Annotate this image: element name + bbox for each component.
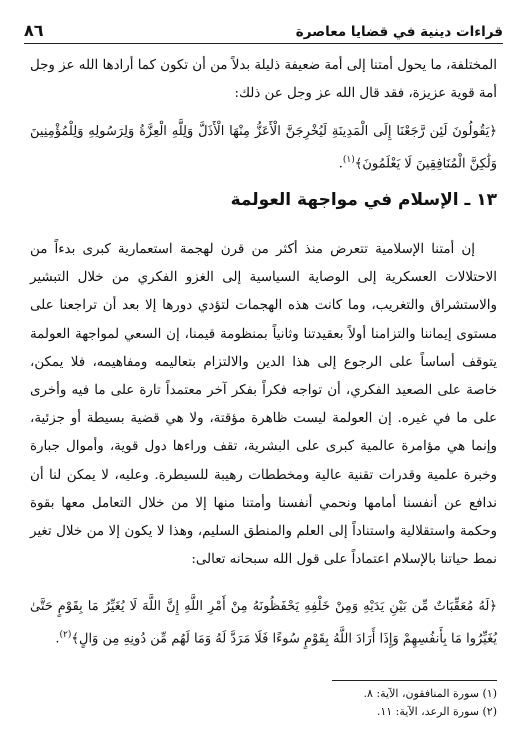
quran-verse-1: ﴿يَقُولُونَ لَئِن رَّجَعْنَا إِلَى الْمَدِينَةِ لَيُخْرِجَنَّ الْأَعَزُّ مِنْهَا الْأَذَلَّ وَلِلَّهِ الْعِزَّةُ وَلِرَسُولِهِ وَلِلْمُؤْمِنِينَ وَلَٰكِنَّ الْمُنَافِقِينَ لَا يَعْلَمُونَ﴾$^{(١)}$. <box>30 124 497 172</box>
main-paragraph-block <box>30 236 497 574</box>
main-paragraph-text: إن أمتنا الإسلامية تتعرض منذ أكثر من قرن لهجمة استعمارية كبرى بدءاً من الاحتلالات العسكرية إلى الوصاية السياسية إلى الغزو الفكري من خلال التبشير والاستشراق والتغريب، وما كانت هذه الهجمات لتؤدي دورها إلا بعد أن تراجعنا على مستوى إيماننا والتزامنا أولاً بعقيدتنا وثانياً بمنظومة قيمنا، إن السعي لمواجهة العولمة يتوقف أساساً على الرجوع إلى هذا الدين والالتزام بتعاليمه ومفاهيمه، فلا يمكن، خاصة على الصعيد الفكري، أن تواجه فكراً بفكر آخر معتمداً تارة على ما فيه وأخرى على ما في غيره. إن العولمة ليست ظاهرة مؤقتة، ولا هي قضية بسيطة أو جزئية، وإنما هي مؤامرة عالمية كبرى على البشرية، تقف وراءها دول قوية، وأموال جبارة وخبرة علمية وقدرات تقنية عالية ومخططات رهيبة للسيطرة. وعليه، لا يمكن لنا أن ندافع عن أنفسنا أمامها ونحمي أنفسنا وأمتنا منها إلا من خلال التعامل معها بقوة وحكمة واستقلالية واستناداً إلى العلم والمنطق السليم، وهذا لا يكون إلا من خلال تغير نمط حياتنا بالإسلام اعتماداً على قول الله سبحانه تعالى: <box>30 242 497 568</box>
footnotes <box>30 680 497 721</box>
page-number: ٨٦ <box>24 21 44 40</box>
section-heading: ١٣ ـ الإسلام في مواجهة العولمة <box>230 190 497 210</box>
quran-verse-1-text: ﴿يَقُولُونَ لَئِن رَّجَعْنَا إِلَى الْمَدِينَةِ لَيُخْرِجَنَّ الْأَعَزُّ مِنْهَا الْأَذَلَّ وَلِلَّهِ الْعِزَّةُ وَلِرَسُولِهِ وَلِلْمُؤْمِنِينَ وَلَٰكِنَّ الْمُنَافِقِينَ لَا يَعْلَمُونَ﴾ <box>30 124 497 172</box>
quran-verse-2-text: ﴿لَهُ مُعَقِّبَاتٌ مِّن بَيْنِ يَدَيْهِ وَمِنْ خَلْفِهِ يَحْفَظُونَهُ مِنْ أَمْرِ اللَّهِ إِنَّ اللَّهَ لَا يُغَيِّرُ مَا بِقَوْمٍ حَتَّىٰ يُغَيِّرُوا مَا بِأَنفُسِهِمْ وَإِذَا أَرَادَ اللَّهُ بِقَوْمٍ سُوءًا فَلَا مَرَدَّ لَهُ وَمَا لَهُم مِّن دُونِهِ مِن وَالٍ﴾ <box>30 599 497 647</box>
footnote-ref-2: (٢) <box>59 630 72 640</box>
intro-paragraph-block <box>30 52 497 108</box>
footnote-2: (٢) سورة الرعد، الآية: ١١. <box>376 705 497 718</box>
footnote-1: (١) سورة المنافقون، الآية: ٨. <box>363 687 497 700</box>
quran-verse-block-2 <box>30 593 497 653</box>
footnote-divider <box>332 680 497 681</box>
quran-verse-block-1 <box>30 118 497 178</box>
quran-verse-2: ﴿لَهُ مُعَقِّبَاتٌ مِّن بَيْنِ يَدَيْهِ وَمِنْ خَلْفِهِ يَحْفَظُونَهُ مِنْ أَمْرِ اللَّهِ إِنَّ اللَّهَ لَا يُغَيِّرُ مَا بِقَوْمٍ حَتَّىٰ يُغَيِّرُوا مَا بِأَنفُسِهِمْ وَإِذَا أَرَادَ اللَّهُ بِقَوْمٍ سُوءًا فَلَا مَرَدَّ لَهُ وَمَا لَهُم مِّن دُونِهِ مِن وَالٍ﴾$^{(٢)}$. <box>30 599 497 647</box>
intro-paragraph: المختلفة، ما يحول أمتنا إلى أمة ضعيفة ذليلة بدلاً من أن تكون كما أرادها الله عز وجل أمة قوية عزيزة، فقد قال الله عز وجل عن ذلك: <box>30 58 497 102</box>
footnote-ref-1: (١) <box>342 155 355 165</box>
page-header <box>24 12 503 44</box>
running-title: قراءات دينية في قضايا معاصرة <box>295 24 503 40</box>
main-paragraph <box>30 236 497 574</box>
